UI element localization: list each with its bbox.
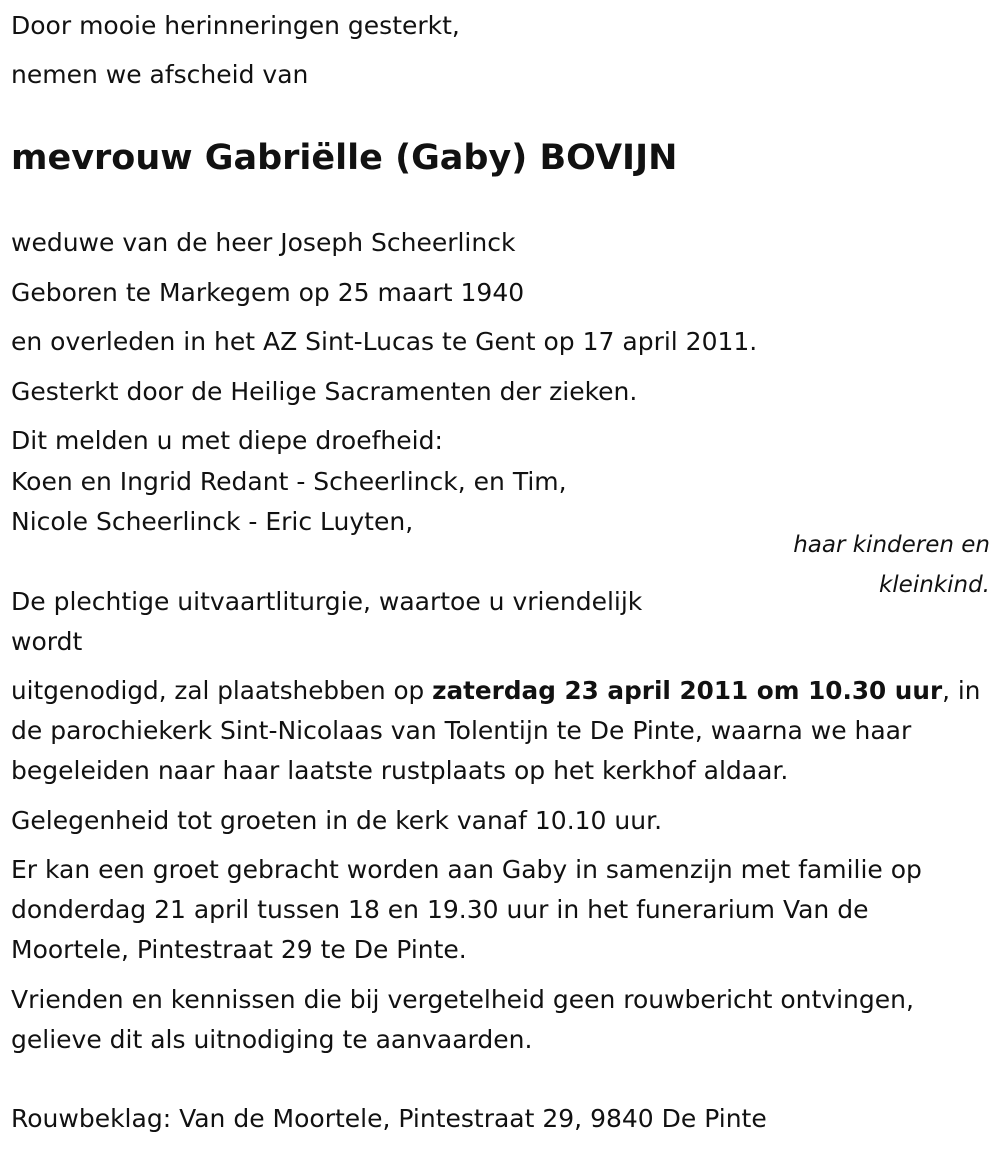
deceased-name: mevrouw Gabriëlle (Gaby) BOVIJN	[11, 138, 678, 178]
sacraments-line: Gesterkt door de Heilige Sacramenten der zieken.	[11, 377, 638, 406]
condolences-line: Rouwbeklag: Van de Moortele, Pintestraat 29, 9840 De Pinte	[11, 1104, 767, 1133]
intro-line-2: nemen we afscheid van	[11, 60, 309, 89]
visitation-line-3: Moortele, Pintestraat 29 te De Pinte.	[11, 935, 467, 964]
family-line-1: Koen en Ingrid Redant - Scheerlinck, en Tim,	[11, 467, 567, 496]
funeral-line-3-post: , in	[942, 676, 981, 705]
funeral-line-4: de parochiekerk Sint-Nicolaas van Tolentijn te De Pinte, waarna we haar	[11, 716, 912, 745]
notice-line-2: gelieve dit als uitnodiging te aanvaarden.	[11, 1025, 533, 1054]
notice-line-1: Vrienden en kennissen die bij vergetelheid geen rouwbericht ontvingen,	[11, 985, 914, 1014]
family-line-2: Nicole Scheerlinck - Eric Luyten,	[11, 507, 414, 536]
widow-line: weduwe van de heer Joseph Scheerlinck	[11, 228, 516, 257]
intro-line-1: Door mooie herinneringen gesterkt,	[11, 11, 460, 40]
funeral-date-time: zaterdag 23 april 2011 om 10.30 uur	[432, 676, 943, 705]
visitation-line-2: donderdag 21 april tussen 18 en 19.30 uur in het funerarium Van de	[11, 895, 869, 924]
funeral-line-1: De plechtige uitvaartliturgie, waartoe u vriendelijk	[11, 587, 643, 616]
born-line: Geboren te Markegem op 25 maart 1940	[11, 278, 525, 307]
funeral-line-2: wordt	[11, 627, 83, 656]
funeral-line-3-pre: uitgenodigd, zal plaatshebben op	[11, 676, 433, 705]
died-line: en overleden in het AZ Sint-Lucas te Gent op 17 april 2011.	[11, 327, 758, 356]
funeral-line-3	[11, 671, 980, 711]
funeral-line-5: begeleiden naar haar laatste rustplaats op het kerkhof aldaar.	[11, 756, 789, 785]
visitation-line-1: Er kan een groet gebracht worden aan Gaby in samenzijn met familie op	[11, 855, 922, 884]
greeting-line: Gelegenheid tot groeten in de kerk vanaf 10.10 uur.	[11, 806, 663, 835]
announcement-intro: Dit melden u met diepe droefheid:	[11, 426, 443, 455]
relation-line-1: haar kinderen en	[793, 532, 990, 558]
relation-line-2: kleinkind.	[878, 572, 990, 598]
